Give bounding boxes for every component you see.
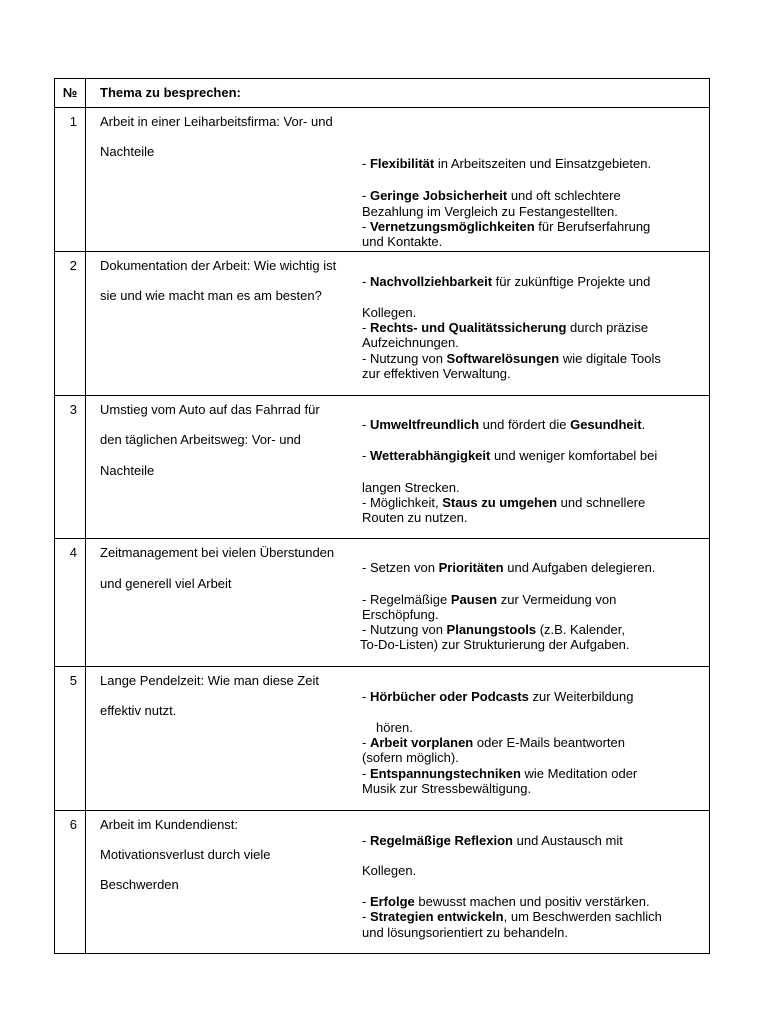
- discussion-point-line: [362, 735, 625, 750]
- row-number: 2: [55, 252, 86, 396]
- discussion-point-line: [376, 720, 413, 735]
- point-keyword: Rechts- und Qualitätssicherung: [369, 320, 567, 335]
- point-text: Erschöpfung.: [362, 607, 439, 622]
- point-text: hören.: [376, 720, 413, 735]
- point-text: und oft schlechtere: [507, 188, 621, 203]
- row-number: 1: [55, 108, 86, 252]
- row-number: 4: [55, 539, 86, 667]
- table-row: [55, 252, 710, 396]
- discussion-point-line: [362, 592, 616, 607]
- point-text: langen Strecken.: [362, 480, 460, 495]
- discussion-point-line: [362, 781, 531, 796]
- point-keyword: Nachvollziehbarkeit: [369, 274, 493, 289]
- row-content: [86, 811, 710, 954]
- point-text: -: [362, 894, 370, 909]
- point-text: -: [362, 448, 370, 463]
- topic-title-line: Nachteile: [100, 144, 155, 159]
- point-text: in Arbeitszeiten und Einsatzgebieten.: [434, 156, 652, 171]
- topic-title-line: Motivationsverlust durch viele: [100, 847, 271, 862]
- point-keyword: Umweltfreundlich: [369, 417, 480, 432]
- discussion-point-line: [362, 607, 439, 622]
- discussion-point-line: [362, 305, 416, 320]
- discussion-point-line: [362, 863, 416, 878]
- point-keyword: Flexibilität: [369, 156, 435, 171]
- discussion-point-line: [362, 335, 459, 350]
- point-text: (sofern möglich).: [362, 750, 459, 765]
- point-text: -: [362, 274, 370, 289]
- row-content: [86, 108, 710, 252]
- point-text: wie Meditation oder: [520, 766, 638, 781]
- row-number: 6: [55, 811, 86, 954]
- point-text: und Austausch mit: [513, 833, 623, 848]
- point-text: - Nutzung von: [362, 622, 447, 637]
- point-text: -: [362, 219, 370, 234]
- table-row: [55, 108, 710, 252]
- discussion-point-line: [362, 833, 623, 848]
- point-keyword: Strategien entwickeln: [369, 909, 504, 924]
- row-content: [86, 667, 710, 811]
- point-text: zur Vermeidung von: [497, 592, 617, 607]
- discussion-point-line: [362, 366, 511, 381]
- point-keyword: Vernetzungsmöglichkeiten: [369, 219, 535, 234]
- discussion-point-line: [362, 510, 468, 525]
- topic-title-line: Nachteile: [100, 463, 155, 478]
- number-column-header: №: [55, 79, 86, 108]
- point-text: oder E-Mails beantworten: [473, 735, 625, 750]
- point-text: -: [362, 417, 370, 432]
- topic-title-line: und generell viel Arbeit: [100, 576, 232, 591]
- point-text: zur effektiven Verwaltung.: [362, 366, 511, 381]
- topic-title-line: Beschwerden: [100, 877, 179, 892]
- point-text: -: [362, 909, 370, 924]
- point-text: Routen zu nutzen.: [362, 510, 468, 525]
- discussion-point-line: [362, 234, 442, 249]
- discussion-point-line: [362, 417, 645, 432]
- point-text: -: [362, 833, 370, 848]
- discussion-point-line: [362, 560, 655, 575]
- point-text: , um Beschwerden sachlich: [503, 909, 662, 924]
- discussion-point-line: [362, 894, 650, 909]
- point-keyword: Pausen: [450, 592, 498, 607]
- discussion-point-line: [362, 320, 648, 335]
- point-keyword: Entspannungstechniken: [369, 766, 521, 781]
- point-text: und Aufgaben delegieren.: [503, 560, 656, 575]
- point-text: zur Weiterbildung: [528, 689, 634, 704]
- topic-title-line: Arbeit in einer Leiharbeitsfirma: Vor- und: [100, 114, 333, 129]
- point-text: und schnellere: [557, 495, 646, 510]
- point-keyword: Regelmäßige Reflexion: [369, 833, 513, 848]
- point-text: To-Do-Listen) zur Strukturierung der Aufgaben.: [360, 637, 630, 652]
- point-keyword: Gesundheit: [570, 417, 642, 432]
- table-row: [55, 811, 710, 954]
- topic-title-line: Umstieg vom Auto auf das Fahrrad für: [100, 402, 320, 417]
- discussion-point-line: [360, 637, 630, 652]
- point-keyword: Prioritäten: [438, 560, 504, 575]
- point-keyword: Geringe Jobsicherheit: [369, 188, 508, 203]
- discussion-point-line: [362, 156, 651, 171]
- row-content: [86, 396, 710, 539]
- row-content: [86, 252, 710, 396]
- point-text: - Setzen von: [362, 560, 439, 575]
- discussion-point-line: [362, 204, 618, 219]
- discussion-point-line: [362, 925, 568, 940]
- point-text: -: [362, 735, 370, 750]
- point-text: - Möglichkeit,: [362, 495, 443, 510]
- point-text: bewusst machen und positiv verstärken.: [414, 894, 650, 909]
- discussion-point-line: [362, 219, 650, 234]
- point-text: Musik zur Stressbewältigung.: [362, 781, 532, 796]
- topic-title-line: Zeitmanagement bei vielen Überstunden: [100, 545, 335, 560]
- topic-title-line: effektiv nutzt.: [100, 703, 177, 718]
- row-content: [86, 539, 710, 667]
- topic-title-line: sie und wie macht man es am besten?: [100, 288, 322, 303]
- discussion-point-line: [362, 766, 637, 781]
- point-text: Bezahlung im Vergleich zu Festangestellten.: [362, 204, 618, 219]
- discussion-point-line: [362, 351, 661, 366]
- discussion-point-line: [362, 274, 650, 289]
- point-keyword: Hörbücher oder Podcasts: [369, 689, 529, 704]
- discussion-point-line: [362, 480, 460, 495]
- point-text: -: [362, 156, 370, 171]
- point-keyword: Softwarelösungen: [446, 351, 560, 366]
- point-keyword: Staus zu umgehen: [442, 495, 558, 510]
- point-text: (z.B. Kalender,: [536, 622, 625, 637]
- discussion-point-line: [362, 689, 633, 704]
- topic-title-line: Dokumentation der Arbeit: Wie wichtig ist: [100, 258, 337, 273]
- point-text: für zukünftige Projekte und: [492, 274, 651, 289]
- row-number: 3: [55, 396, 86, 539]
- point-keyword: Planungstools: [446, 622, 537, 637]
- point-text: -: [362, 188, 370, 203]
- point-text: .: [641, 417, 646, 432]
- table-row: [55, 396, 710, 539]
- table-row: [55, 539, 710, 667]
- discussion-point-line: [362, 750, 459, 765]
- point-text: - Nutzung von: [362, 351, 447, 366]
- table-header-row: [55, 79, 710, 108]
- table-row: [55, 667, 710, 811]
- table-body: [55, 108, 710, 954]
- discussion-point-line: [362, 188, 621, 203]
- point-text: - Regelmäßige: [362, 592, 451, 607]
- point-keyword: Erfolge: [369, 894, 415, 909]
- point-text: und weniger komfortabel bei: [490, 448, 658, 463]
- point-text: -: [362, 320, 370, 335]
- point-text: und lösungsorientiert zu behandeln.: [362, 925, 568, 940]
- point-keyword: Wetterabhängigkeit: [369, 448, 491, 463]
- discussion-point-line: [362, 622, 625, 637]
- point-text: Kollegen.: [362, 863, 417, 878]
- point-text: und fördert die: [479, 417, 571, 432]
- point-text: für Berufserfahrung: [534, 219, 651, 234]
- point-text: wie digitale Tools: [559, 351, 661, 366]
- discussion-topics-table: [54, 78, 710, 954]
- discussion-point-line: [362, 495, 645, 510]
- discussion-point-line: [362, 448, 657, 463]
- topic-title-line: den täglichen Arbeitsweg: Vor- und: [100, 432, 301, 447]
- point-text: Kollegen.: [362, 305, 417, 320]
- point-text: -: [362, 689, 370, 704]
- topic-title-line: Lange Pendelzeit: Wie man diese Zeit: [100, 673, 319, 688]
- point-text: und Kontakte.: [362, 234, 443, 249]
- row-number: 5: [55, 667, 86, 811]
- point-text: -: [362, 766, 370, 781]
- point-text: durch präzise: [566, 320, 649, 335]
- point-text: Aufzeichnungen.: [362, 335, 459, 350]
- topic-column-header: Thema zu besprechen:: [86, 79, 710, 108]
- topic-title-line: Arbeit im Kundendienst:: [100, 817, 239, 832]
- discussion-point-line: [362, 909, 662, 924]
- point-keyword: Arbeit vorplanen: [369, 735, 474, 750]
